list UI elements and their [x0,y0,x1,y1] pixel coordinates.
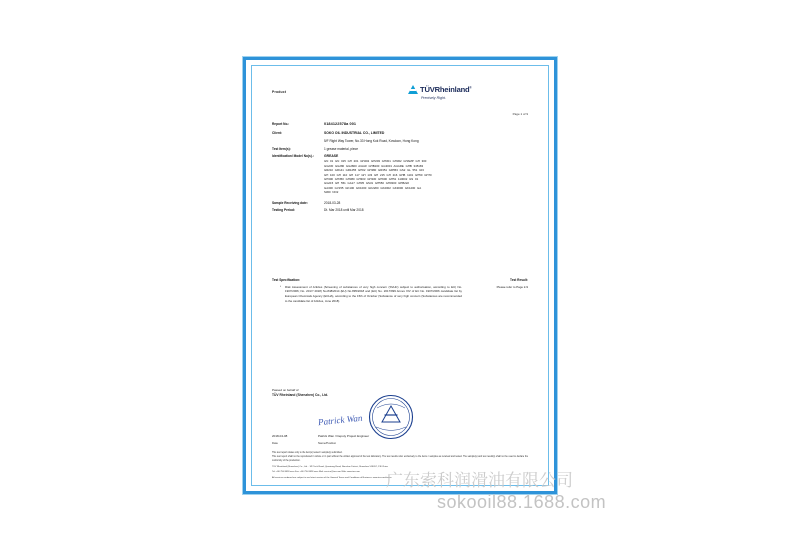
field-value: 1 grease material, piece [324,146,359,151]
test-specification-bullet: • Risk Assessment of Articles (Screening of substances of very high concern (SVHC) subject to authorisation, according to EU) No. 1907/2006; No. 2017/ 2018) No.848/2014 (EU) No.895/2018 and (EU) No. 2017/999 Annex XIV of EC No. 1907/2006 candidate list by European Chemicals Agency (ECHA), according to the 15th of October (Substance of very high concern (Substances are recommended to the candidate list of Articles, June 2018) [280,285,462,304]
date-caption: Date [272,441,278,445]
model-line: S300 NO2 [324,190,339,195]
signature-date: 2018-04-08 [272,434,288,438]
signature-names-row [272,434,528,438]
tuv-brand-name: TÜVRheinland® [420,85,472,94]
fine-print-contact: Tel: +86 755 8828 xxxx Fax: +86 755 8828 xxxx Mail: service@tuv.com Web: www.tuv.com [272,471,360,474]
field-label: Identification/ Model No(s).: [272,154,314,159]
watermark-company-chinese: 广东索科润滑油有限公司 [386,471,573,491]
name-position-caption: Name/Position [318,441,337,445]
field-value-group [324,154,528,194]
page-counter: Page 1 of 9 [512,112,528,116]
certificate-frame [243,57,557,494]
test-specification-text [280,285,462,304]
field-row-sample-receiving-date [272,201,528,206]
field-row-client-address [272,139,528,144]
signature-titles-row [272,441,528,445]
watermark-website: sokooil88.1688.com [437,492,607,512]
model-number-list [324,159,528,194]
passed-on-behalf-label: Passed on behalf of [272,388,299,392]
tuv-slogan: Precisely Right. [421,96,446,100]
test-specification-section [272,278,528,303]
grease-grade: GREASE [324,154,339,159]
tuv-triangle-icon [408,85,418,94]
test-specification-label: Test Specification: [272,278,301,282]
field-row-model-no [272,154,528,194]
registered-mark-icon: ® [469,85,472,90]
field-label: Client: [272,130,282,135]
field-value: SOKO OIL INDUSTRIAL CO., LIMITED [324,130,385,135]
field-row-report-no [272,122,528,128]
field-value: 2018-03-28 [324,200,341,205]
fine-print-address: TÜV Rheinland (Shenzhen) Co., Ltd. · 3/F Tech Road, Qiaoxiang Road, Nanshan District, Shenzhen 518057, P.R.China [272,465,388,468]
field-label [272,139,324,144]
fine-print-terms: All services rendered are subject to our latest version of the General Terms and Conditions of Business: www.tuv.com/terms [272,477,392,480]
field-value: 5/F Right Way Tower, No.33 Hong Kok Road, Kowloon, Hong Kong [324,138,419,143]
field-row-test-item [272,147,528,152]
signatory-name-position: Patrick Wan / Deputy Project Engineer [318,434,370,438]
report-fields [272,122,528,216]
field-label: Testing Period: [272,208,295,213]
model-line: GH300 GH350 GH380 GH303 GH330 GH600 GH51 110002 GS 01 [324,177,419,182]
model-line: GH 100 GH 110 GH 117 GH 133 GH 215 GH 216 GHB 1101 GH50 GH70 [324,172,432,177]
field-label: Report No.: [272,122,290,126]
test-specification-header [272,278,528,283]
model-line: GR210 GR141 GR1255 GH02 GH380 GR351 GR553 GS2 GL 551 103 [324,168,424,173]
test-report-page [258,72,542,479]
tuv-rheinland-logo [408,84,528,101]
field-row-testing-period [272,208,528,213]
field-label: Test Item(s): [272,146,291,151]
model-line: GG215 GH 551 GA17 GH35 GS31 GH550 GH0300 GHB222 [324,181,409,186]
signature-block [272,388,528,445]
handwritten-signature: Patrick Wan [317,412,363,428]
fine-print-line: This test report relates only to the item(s) tested / sample(s) submitted. [272,452,343,454]
product-label: Product [272,90,287,94]
test-specification-body [272,285,528,304]
fine-print-line: This test report shall not be reproduced in whole or in part without the written approval of the test laboratory. The test results refer exclusively to the items / samples as received and tested. The sample(s) and test result(s) shall not be used to declare the conformity of the production. [272,456,528,462]
field-row-client [272,131,528,136]
model-line: GN 01 GN 015 GH 201 GH202 GH203 GH301 GH302 GHAMP GH 300 [324,159,427,164]
model-line: GG230 GG280 GG2800 AGGR GHB100 GG3001 AGGRE GHB 345183 [324,163,424,168]
field-value: 0184122578a 001 [324,122,357,126]
field-label: Sample Receiving date: [272,200,308,205]
issuing-organisation: TÜV Rheinland (Shenzhen) Co., Ltd. [272,392,329,397]
model-line: GA300 GV155 GK100 GK1000 GK2200 GK2002 GK3000 GK1200 GA [324,185,422,190]
test-result-value: Please refer to Page 2-9 [496,284,528,289]
field-value: Dt. Mar 2018 until Mar 2018 [324,208,364,213]
test-result-label: Test Result: [509,278,528,282]
certificate-inner-border [251,65,549,486]
